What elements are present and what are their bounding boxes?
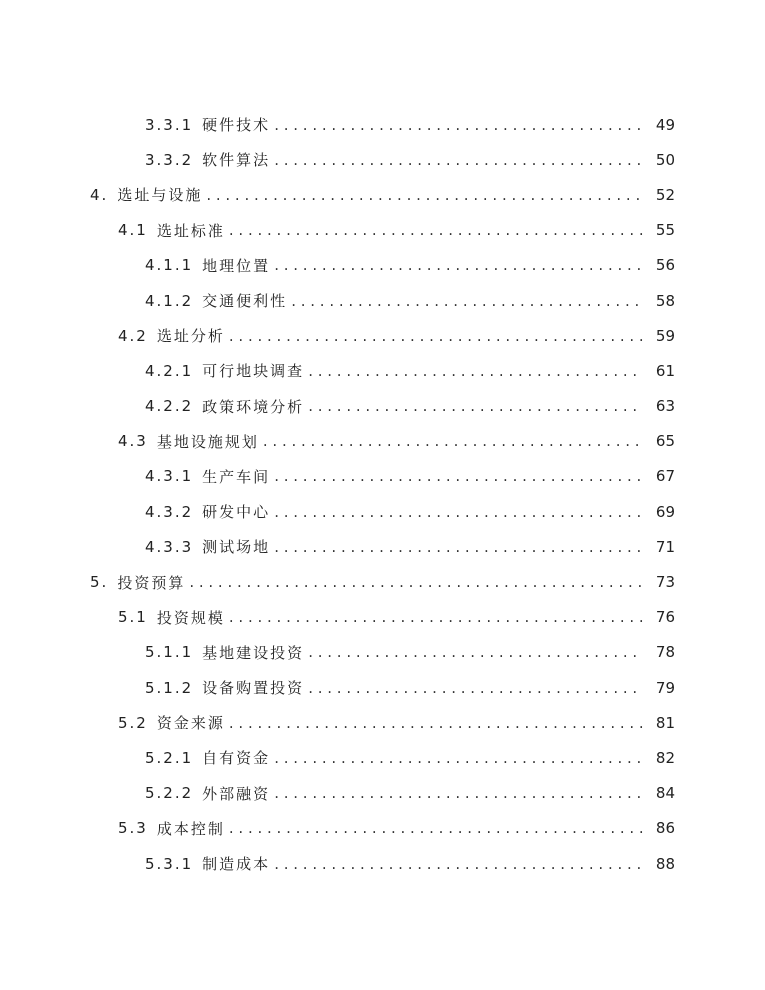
toc-dot-leader — [274, 784, 643, 802]
toc-dot-leader — [308, 397, 643, 415]
toc-dot-leader — [274, 116, 643, 134]
toc-entry-number: 4.3.3 — [145, 537, 194, 556]
toc-entry-number: 4.1.1 — [145, 256, 194, 275]
toc-entry[interactable] — [0, 283, 765, 318]
toc-entry-title: 研发中心 — [202, 503, 271, 522]
toc-entry-page-number: 55 — [655, 221, 675, 240]
toc-entry-title: 软件算法 — [202, 151, 271, 170]
toc-entry-number: 4.2.1 — [145, 361, 194, 380]
toc-entry-page-number: 49 — [655, 115, 675, 134]
toc-dot-leader — [206, 186, 643, 204]
toc-dot-leader — [291, 292, 643, 310]
toc-entry-number: 5.2.1 — [145, 748, 194, 767]
toc-dot-leader — [229, 819, 643, 837]
toc-entry-title: 制造成本 — [202, 855, 271, 874]
toc-entry-title: 投资预算 — [117, 573, 186, 592]
toc-entry-page-number: 52 — [655, 185, 675, 204]
toc-dot-leader — [229, 608, 643, 626]
toc-entry-page-number: 81 — [655, 713, 675, 732]
toc-entry-title: 政策环境分析 — [202, 397, 305, 416]
toc-dot-leader — [274, 538, 643, 556]
toc-entry[interactable] — [0, 142, 765, 177]
toc-entry[interactable] — [0, 107, 765, 142]
toc-entry[interactable] — [0, 811, 765, 846]
toc-entry-page-number: 84 — [655, 784, 675, 803]
toc-entry-number: 5.1.2 — [145, 678, 194, 697]
toc-entry-number: 4.2 — [118, 326, 148, 345]
toc-entry-number: 4.3 — [118, 432, 148, 451]
toc-entry[interactable] — [0, 389, 765, 424]
toc-entry-number: 4.1.2 — [145, 291, 194, 310]
toc-entry-number: 4.2.2 — [145, 397, 194, 416]
toc-entry-page-number: 61 — [655, 361, 675, 380]
toc-entry[interactable] — [0, 424, 765, 459]
toc-entry-number: 5.2.2 — [145, 784, 194, 803]
toc-entry-number: 5. — [90, 573, 109, 592]
toc-entry[interactable] — [0, 705, 765, 740]
toc-dot-leader — [274, 151, 643, 169]
toc-entry[interactable] — [0, 740, 765, 775]
toc-entry-number: 5.1.1 — [145, 643, 194, 662]
toc-dot-leader — [274, 256, 643, 274]
toc-entry-title: 资金来源 — [156, 714, 225, 733]
toc-entry-page-number: 59 — [655, 326, 675, 345]
toc-entry[interactable] — [0, 213, 765, 248]
toc-entry[interactable] — [0, 459, 765, 494]
toc-dot-leader — [274, 855, 643, 873]
toc-entry-title: 选址与设施 — [117, 186, 203, 205]
toc-entry-title: 设备购置投资 — [202, 679, 305, 698]
toc-entry-page-number: 50 — [655, 150, 675, 169]
toc-entry-number: 5.3.1 — [145, 854, 194, 873]
toc-entry-page-number: 88 — [655, 854, 675, 873]
toc-entry-title: 成本控制 — [156, 819, 225, 838]
toc-entry[interactable] — [0, 776, 765, 811]
toc-entry-page-number: 86 — [655, 819, 675, 838]
toc-dot-leader — [274, 749, 643, 767]
toc-entry-page-number: 67 — [655, 467, 675, 486]
toc-entry-page-number: 76 — [655, 608, 675, 627]
toc-entry[interactable] — [0, 318, 765, 353]
toc-entry[interactable] — [0, 600, 765, 635]
toc-entry[interactable] — [0, 177, 765, 212]
toc-entry[interactable] — [0, 846, 765, 881]
toc-entry-page-number: 82 — [655, 748, 675, 767]
toc-dot-leader — [229, 327, 643, 345]
toc-entry-number: 5.1 — [118, 608, 148, 627]
toc-entry-page-number: 65 — [655, 432, 675, 451]
toc-entry-title: 基地设施规划 — [156, 432, 259, 451]
toc-entry[interactable] — [0, 529, 765, 564]
toc-dot-leader — [274, 503, 643, 521]
toc-dot-leader — [229, 714, 643, 732]
toc-dot-leader — [263, 432, 643, 450]
toc-entry-number: 4.3.2 — [145, 502, 194, 521]
toc-entry-title: 硬件技术 — [202, 116, 271, 135]
toc-entry-number: 5.2 — [118, 713, 148, 732]
toc-entry-title: 测试场地 — [202, 538, 271, 557]
toc-entry-page-number: 63 — [655, 397, 675, 416]
toc-dot-leader — [229, 221, 643, 239]
toc-entry-title: 选址标准 — [156, 221, 225, 240]
toc-entry-page-number: 58 — [655, 291, 675, 310]
toc-entry-page-number: 78 — [655, 643, 675, 662]
toc-entry-number: 5.3 — [118, 819, 148, 838]
toc-entry-number: 3.3.2 — [145, 150, 194, 169]
toc-dot-leader — [274, 467, 643, 485]
toc-dot-leader — [308, 643, 643, 661]
toc-entry-page-number: 79 — [655, 678, 675, 697]
toc-entry-title: 基地建设投资 — [202, 643, 305, 662]
toc-entry-page-number: 73 — [655, 573, 675, 592]
toc-entry-number: 4.3.1 — [145, 467, 194, 486]
toc-dot-leader — [308, 362, 643, 380]
toc-entry-title: 外部融资 — [202, 784, 271, 803]
toc-entry[interactable] — [0, 635, 765, 670]
toc-entry[interactable] — [0, 564, 765, 599]
toc-entry[interactable] — [0, 670, 765, 705]
toc-entry-title: 自有资金 — [202, 749, 271, 768]
toc-entry-page-number: 69 — [655, 502, 675, 521]
toc-entry[interactable] — [0, 248, 765, 283]
toc-entry-title: 生产车间 — [202, 467, 271, 486]
toc-entry-number: 3.3.1 — [145, 115, 194, 134]
toc-entry[interactable] — [0, 494, 765, 529]
toc-entry[interactable] — [0, 353, 765, 388]
toc-entry-page-number: 71 — [655, 537, 675, 556]
toc-entry-title: 投资规模 — [156, 608, 225, 627]
toc-entry-title: 交通便利性 — [202, 292, 288, 311]
toc-dot-leader — [189, 573, 643, 591]
toc-entry-title: 可行地块调查 — [202, 362, 305, 381]
table-of-contents — [0, 107, 765, 881]
toc-entry-number: 4.1 — [118, 221, 148, 240]
toc-entry-title: 地理位置 — [202, 256, 271, 275]
toc-entry-number: 4. — [90, 185, 109, 204]
toc-entry-title: 选址分析 — [156, 327, 225, 346]
toc-dot-leader — [308, 679, 643, 697]
toc-entry-page-number: 56 — [655, 256, 675, 275]
